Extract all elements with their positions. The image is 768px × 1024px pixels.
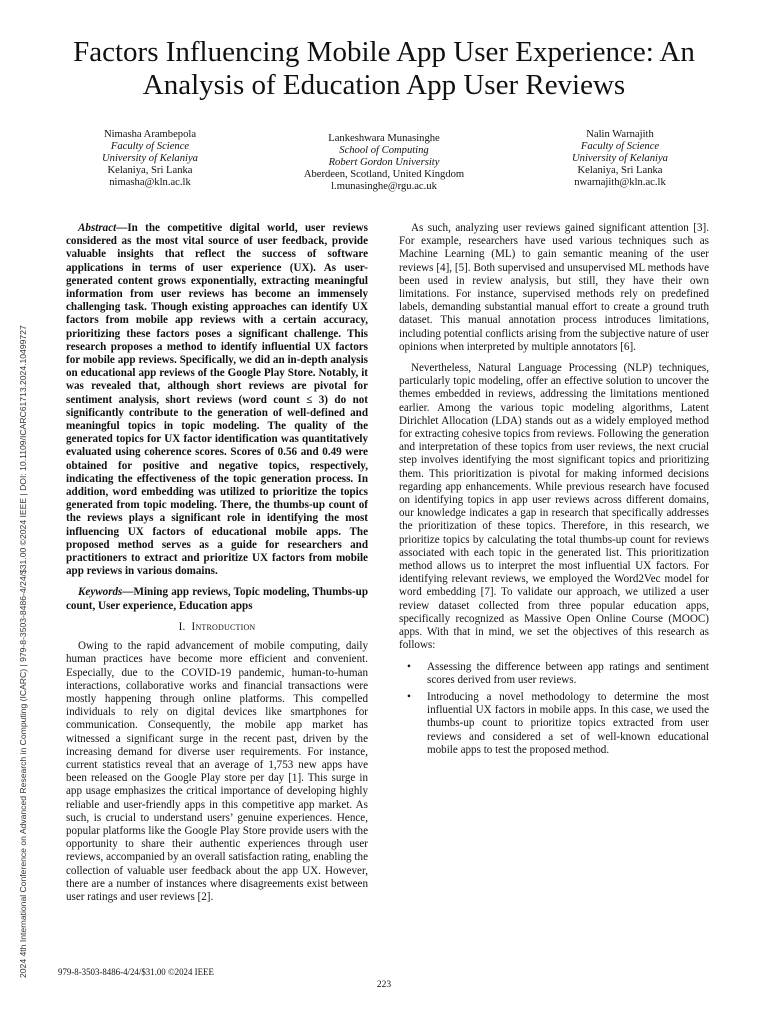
author-3 [535,129,705,189]
author-location: Kelaniya, Sri Lanka [577,165,663,176]
author-email: l.munasinghe@rgu.ac.uk [331,181,437,192]
author-dept: School of Computing [339,145,429,156]
section-title: Introduction [191,620,256,633]
author-block [40,128,728,198]
author-name: Lankeshwara Munasinghe [328,133,440,144]
bullet-icon: • [407,660,411,673]
intro-paragraph-1: Owing to the rapid advancement of mobile computing, daily human practices have become more efficient and convenient. Especially, due to the COVID-19 pandemic, human-to-human interactions, collaborative works and financial transactions were mostly happening through online platforms. This compelled individuals to rely on digital devices like smartphones for communication. Consequently, the mobile app market has witnessed a significant surge in the recent past, driven by the increasing demand for diverse user requirements. For instance, current statistics reveal that an average of 1,753 new apps have been released on the Google Play store per day [1]. This surge in app usage emphasizes the critical importance of developing highly reliable and user-friendly apps in this competitive app market. As such, is crucial to understand users’ genuine experiences. Hence, popular platforms like the Google Play Store provide users with the opportunity to share their authentic experiences through user reviews, accompanied by an overall satisfaction rating, enabling the collection of valuable user feedback about the app UX. However, there are a number of instances where disagreements exist between user ratings and user reviews [2]. [66,640,368,903]
author-1 [70,129,230,189]
abstract-text: —In the competitive digital world, user reviews considered as the most vital source of user feedback, provide valuable insights that reflect the success of software applications in terms of user experience (UX). As user-generated content grows exponentially, extracting meaningful information from user reviews has become an immensely challenging task. Though existing approaches can identify UX factors from mobile app reviews with a certain accuracy, prioritizing these factors poses a significant challenge. This research proposes a method to identify influential UX factors for mobile app reviews. Specifically, we did an in-depth analysis on educational app reviews of the Google Play Store. Notably, it was revealed that, although short reviews are pivotal for sentiment analysis, short reviews (word count ≤ 3) do not significantly contribute to the generation of well-defined and meaningful topics in topic modeling. The quality of the generated topics for UX factor identification was quantitatively evaluated using coherence scores. Scores of 0.56 and 0.49 were obtained for positive and negative topics, respectively, indicating the effectiveness of the topic generation process. In addition, word embedding was utilized to prioritize the topics generated from topic modeling. There, the thumbs-up count of the reviews plays a significant role in identifying the most influencing UX factors of educational mobile apps. The proposed method serves as a guide for researchers and practitioners to extract and prioritize UX factors from mobile app reviews in various domains. [66,222,368,578]
keywords-text: —Mining app reviews, Topic modeling, Thumbs-up count, User experience, Education apps [66,586,368,612]
page-number: 223 [376,980,392,990]
conference-side-note: 2024 4th International Conference on Advanced Research in Computing (ICARC) | 979-8-3503-8486-4/24/$31.00 ©2024 IEEE | DOI: 10.1109/ICARC61713.2024.10499727 [18,325,28,978]
right-column [399,222,709,761]
author-org: University of Kelaniya [102,153,198,164]
author-name: Nimasha Arambepola [103,129,197,140]
objectives-list [399,661,709,757]
left-column [66,222,368,912]
author-org: Robert Gordon University [328,157,440,168]
author-dept: Faculty of Science [110,141,190,152]
list-item-text: Assessing the difference between app ratings and sentiment scores derived from user reviews. [427,660,709,686]
author-org: University of Kelaniya [572,153,668,164]
list-item [399,661,709,687]
author-dept: Faculty of Science [580,141,660,152]
section-number: I. [178,620,186,633]
keywords [66,586,368,612]
author-2 [274,133,494,193]
abstract [66,222,368,578]
section-heading-introduction [66,621,368,634]
intro-paragraph-2: As such, analyzing user reviews gained significant attention [3]. For example, researchers have used various techniques such as Machine Learning (ML) to gain semantic meaning of the user reviews [4], [5]. Both supervised and unsupervised ML methods have been used in review analysis, but still, they have their own limitations. For instance, supervised methods rely on predefined labels, demanding substantial manual effort to create a ground truth dataset. This manual annotation process introduces limitations, including potential conflicts arising from the subjective nature of user opinions when interpreted by multiple annotators [6]. [399,222,709,353]
intro-paragraph-3: Nevertheless, Natural Language Processing (NLP) techniques, particularly topic modeling, offer an effective solution to uncover the themes embedded in reviews, addressing the limitations mentioned earlier. Among the various topic modeling algorithms, Latent Dirichlet Allocation (LDA) stands out as a widely employed method for extracting cohesive topics from reviews. Following the generation and interpretation of these topics from user reviews, the next crucial step involves identifying the most significant topics and prioritizing them. This prioritization is pivotal for making informed decisions regarding app enhancements. While previous research have focused on identifying topics in app user reviews across different domains, our knowledge indicates a gap in research that specifically addresses the prioritization of these topics. Therefore, in this research, we prioritize topics by calculating the total thumbs-up count for reviews associated with each topic in the generated list. This prioritization method allows us to interpret the most influential UX factors. For identifying relevant reviews, we employed the Word2Vec model for word embedding [7]. To validate our approach, we utilized a user review dataset collected from three popular education apps, specifically recognized as Massive Open Online Course (MOOC) apps. With that in mind, we set the objectives of this research as follows: [399,362,709,652]
list-item-text: Introducing a novel methodology to determine the most influential UX factors in mobile apps. In this case, we used the thumbs-up count to prioritize topics extracted from user reviews and considered a set of well-known educational mobile apps to test the proposed method. [427,690,709,756]
footer-isbn: 979-8-3503-8486-4/24/$31.00 ©2024 IEEE [58,967,214,977]
author-email: nimasha@kln.ac.lk [109,177,191,188]
paper-title: Factors Influencing Mobile App User Experience: An Analysis of Education App User Reviews [73,36,695,101]
author-name: Nalin Warnajith [586,129,654,140]
author-email: nwarnajith@kln.ac.lk [574,177,666,188]
author-location: Kelaniya, Sri Lanka [107,165,193,176]
abstract-label: Abstract [78,222,117,234]
bullet-icon: • [407,690,411,703]
list-item [399,691,709,757]
keywords-label: Keywords [78,586,123,599]
author-location: Aberdeen, Scotland, United Kingdom [303,169,465,180]
